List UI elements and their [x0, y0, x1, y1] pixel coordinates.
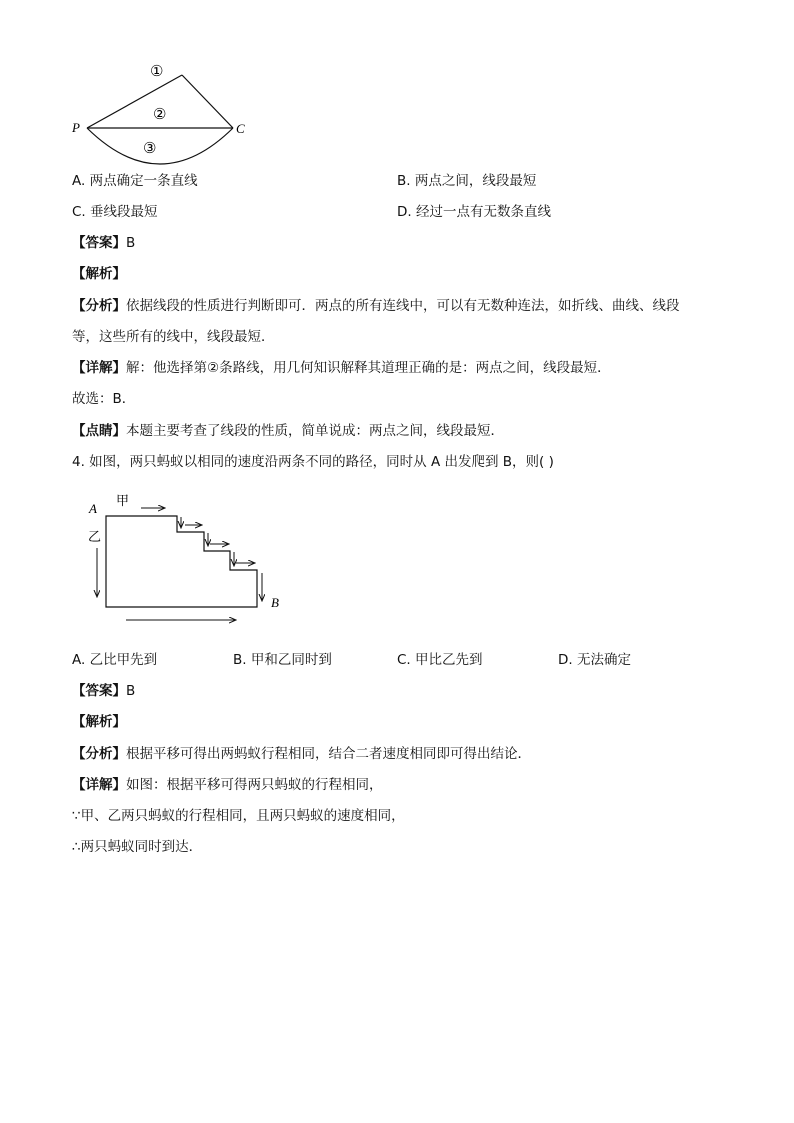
q3-option-d: D. 经过一点有无数条直线	[397, 204, 551, 220]
q3-guxuan: 故选：B．	[72, 391, 136, 407]
q4-therefore: ∴两只蚂蚁同时到达．	[72, 839, 203, 855]
q4-option-b: B. 甲和乙同时到	[233, 652, 332, 668]
circle-label-2: ②	[153, 107, 167, 123]
q3-analysis-tag: 【解析】	[72, 266, 126, 282]
q3-fenxi-line2: 等，这些所有的线中，线段最短．	[72, 329, 275, 345]
xiangjie-text: 解：他选择第②条路线，用几何知识解释其道理正确的是：两点之间，线段最短．	[126, 360, 611, 376]
q3-option-c: C. 垂线段最短	[72, 204, 158, 220]
answer-tag: 【答案】	[72, 683, 126, 699]
point-p-label: P	[72, 120, 80, 135]
q4-option-c: C. 甲比乙先到	[397, 652, 483, 668]
fenxi-tag: 【分析】	[72, 746, 126, 762]
q3-option-b: B. 两点之间，线段最短	[397, 173, 537, 189]
q4-xiangjie	[72, 776, 383, 794]
dianjing-tag: 【点睛】	[72, 423, 126, 439]
fenxi-text: 根据平移可得出两蚂蚁行程相同，结合二者速度相同即可得出结论．	[126, 746, 531, 762]
circle-label-1: ①	[150, 64, 164, 80]
xiangjie-text: 如图：根据平移可得两只蚂蚁的行程相同，	[126, 777, 383, 793]
q4-analysis-tag: 【解析】	[72, 714, 126, 730]
q4-option-d: D. 无法确定	[558, 652, 631, 668]
answer-value: B	[126, 683, 136, 699]
answer-tag: 【答案】	[72, 235, 126, 251]
xiangjie-tag: 【详解】	[72, 777, 126, 793]
q4-answer	[72, 682, 135, 700]
circle-label-3: ③	[143, 141, 157, 157]
q4-because: ∵甲、乙两只蚂蚁的行程相同，且两只蚂蚁的速度相同，	[72, 808, 405, 824]
answer-value: B	[126, 235, 136, 251]
xiangjie-tag: 【详解】	[72, 360, 126, 376]
q4-option-a: A. 乙比甲先到	[72, 652, 158, 668]
jia-label: 甲	[116, 493, 130, 508]
q4-fenxi	[72, 745, 531, 763]
fenxi-text: 依据线段的性质进行判断即可．两点的所有连线中，可以有无数种连法，如折线、曲线、线段	[126, 298, 680, 314]
yi-label: 乙	[88, 529, 102, 544]
q4-stem: 4. 如图，两只蚂蚁以相同的速度沿两条不同的路径，同时从 A 出发爬到 B，则( )	[72, 454, 554, 470]
q3-option-a: A. 两点确定一条直线	[72, 173, 198, 189]
point-a-label: A	[89, 501, 97, 516]
fenxi-tag: 【分析】	[72, 298, 126, 314]
dianjing-text: 本题主要考查了线段的性质，简单说成：两点之间，线段最短．	[126, 423, 504, 439]
point-b-label: B	[271, 595, 279, 610]
point-c-label: C	[236, 121, 245, 136]
